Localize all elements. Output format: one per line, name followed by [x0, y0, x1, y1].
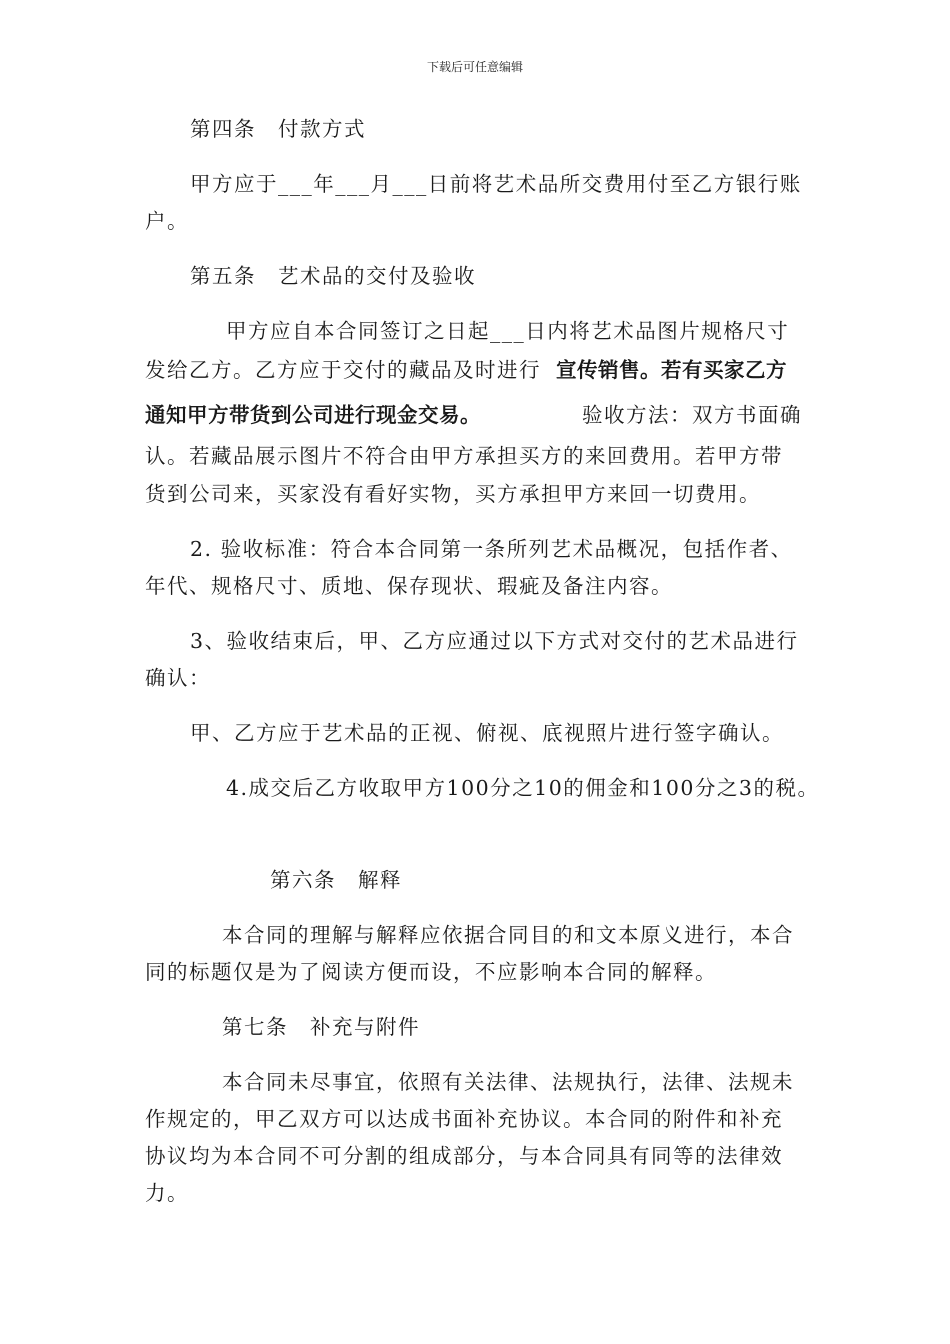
list-item: 2. 验收标准：符合本合同第一条所列艺术品概况，包括作者、 [190, 537, 793, 561]
paragraph-line: 发给乙方。乙方应于交付的藏品及时进行 [145, 358, 541, 382]
paragraph-line: 甲、乙方应于艺术品的正视、俯视、底视照片进行签字确认。 [190, 721, 784, 745]
list-item: 4.成交后乙方收取甲方100分之10的佣金和100分之3的税。 [226, 776, 820, 800]
paragraph-line: 确认： [145, 666, 211, 690]
paragraph-line-emphasis: 通知甲方带货到公司进行现金交易。 [145, 403, 481, 427]
article-4-heading: 第四条 付款方式 [190, 117, 366, 141]
paragraph-line: 甲方应自本合同签订之日起___日内将艺术品图片规格尺寸 [226, 319, 790, 343]
paragraph-line: 力。 [145, 1181, 189, 1205]
paragraph-line: 作规定的，甲乙双方可以达成书面补充协议。本合同的附件和补充 [145, 1107, 783, 1131]
page-header: 下载后可任意编辑 [426, 60, 523, 74]
paragraph-line-emphasis: 宣传销售。若有买家乙方 [556, 358, 787, 382]
paragraph-line: 年代、规格尺寸、质地、保存现状、瑕疵及备注内容。 [145, 574, 673, 598]
paragraph-line: 协议均为本合同不可分割的组成部分，与本合同具有同等的法律效 [145, 1144, 783, 1168]
paragraph-line: 验收方法：双方书面确 [582, 403, 802, 427]
paragraph-line: 户。 [145, 209, 189, 233]
paragraph-line: 甲方应于___年___月___日前将艺术品所交费用付至乙方银行账 [190, 172, 802, 196]
article-5-heading: 第五条 艺术品的交付及验收 [190, 264, 476, 288]
paragraph-line: 认。若藏品展示图片不符合由甲方承担买方的来回费用。若甲方带 [145, 444, 783, 468]
paragraph-line: 本合同未尽事宜，依照有关法律、法规执行，法律、法规未 [222, 1070, 794, 1094]
paragraph-line: 同的标题仅是为了阅读方便而设，不应影响本合同的解释。 [145, 960, 717, 984]
article-6-heading: 第六条 解释 [270, 868, 402, 892]
article-7-heading: 第七条 补充与附件 [222, 1015, 420, 1039]
paragraph-line: 本合同的理解与解释应依据合同目的和文本原义进行，本合 [222, 923, 794, 947]
paragraph-line: 货到公司来，买家没有看好实物，买方承担甲方来回一切费用。 [145, 482, 761, 506]
list-item: 3、验收结束后，甲、乙方应通过以下方式对交付的艺术品进行 [190, 629, 799, 653]
